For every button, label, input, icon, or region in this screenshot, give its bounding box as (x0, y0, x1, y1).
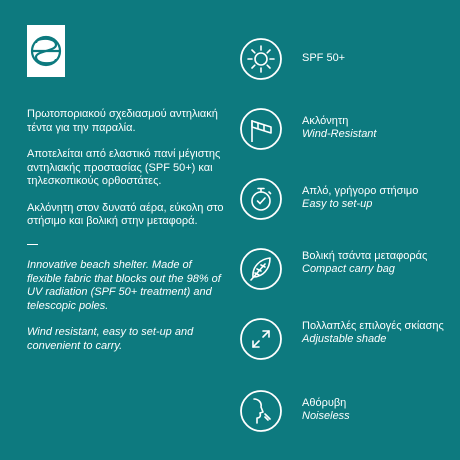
greek-paragraph-2: Αποτελείται από ελαστικό πανί μέγιστης αντηλιακής προστασίας (SPF 50+) και τηλεσκοπικούς ορθοστάτες. (27, 148, 221, 187)
feature-carry-bag-text (302, 250, 452, 276)
silent-face-icon (238, 388, 284, 434)
feature-wind (238, 106, 448, 156)
feature-carry-bag (238, 246, 448, 296)
feature-spf-text (302, 52, 452, 65)
brand-s-logo-icon (27, 25, 65, 77)
brand-logo (27, 25, 65, 77)
divider (27, 244, 38, 246)
feature-wind-english: Wind-Resistant (302, 128, 377, 140)
feature-setup-greek: Απλό, γρήγορο στήσιμο (302, 185, 419, 197)
feature-carry-bag-greek: Βολική τσάντα μεταφοράς (302, 250, 428, 262)
feature-adjustable-shade-english: Adjustable shade (302, 333, 387, 345)
feature-wind-text (302, 115, 452, 141)
sun-icon (238, 36, 284, 82)
description-column (27, 108, 227, 353)
feature-wind-greek: Ακλόνητη (302, 115, 349, 127)
greek-paragraph-1: Πρωτοποριακού σχεδιασμού αντηλιακή τέντα για την παραλία. (27, 108, 218, 134)
feature-setup-text (302, 185, 452, 211)
feature-setup-english: Easy to set-up (302, 198, 373, 210)
feature-setup (238, 176, 448, 226)
feature-noiseless-greek: Αθόρυβη (302, 397, 347, 409)
greek-paragraph-3: Ακλόνητη στον δυνατό αέρα, εύκολη στο στήσιμο και βολική στην μεταφορά. (27, 201, 224, 227)
feature-adjustable-shade (238, 316, 448, 366)
stopwatch-icon (238, 176, 284, 222)
feather-icon (238, 246, 284, 292)
feature-noiseless (238, 388, 448, 438)
feature-adjustable-shade-text (302, 320, 452, 346)
english-paragraph-1: Innovative beach shelter. Made of flexible fabric that blocks out the 98% of UV radiation (SPF 50+ treatment) and telescopic poles. (27, 259, 221, 312)
windsock-icon (238, 106, 284, 152)
english-paragraph-2: Wind resistant, easy to set-up and convenient to carry. (27, 326, 194, 352)
feature-spf-label: SPF 50+ (302, 52, 346, 64)
feature-spf (238, 36, 448, 86)
feature-noiseless-text (302, 397, 452, 423)
feature-adjustable-shade-greek: Πολλαπλές επιλογές σκίασης (302, 320, 444, 332)
feature-noiseless-english: Noiseless (302, 410, 350, 422)
resize-arrows-icon (238, 316, 284, 362)
feature-carry-bag-english: Compact carry bag (302, 263, 395, 275)
